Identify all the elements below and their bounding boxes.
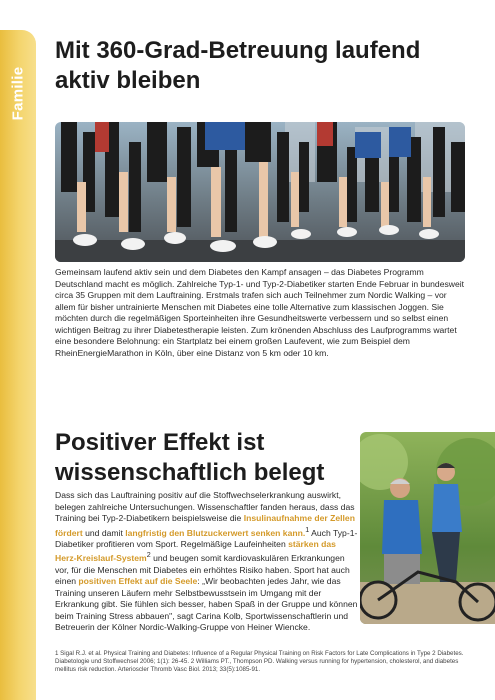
highlight-soul: positiven Effekt auf die Seele — [78, 576, 198, 587]
highlight-insulin: Insulinaufnahme der Zellen fördert — [55, 513, 355, 538]
highlight-heart: stärken das Herz-Kreislauf-System — [55, 538, 336, 564]
highlight-bloodsugar: langfristig den Blutzuckerwert senken kann. — [125, 527, 306, 538]
effect-text-5: : „Wir beobachten jedes Jahr, wie das Training unseren Läufern mehr Selbstbewusstsein im Umgang mit der Erkrankung gibt. Sie fühlen sich besser, haben Spaß in der Gruppe und können beim Training Stress abbauen", sagt Carina Kolb, Sportwissenschaftlerin und Betreuerin der Kölner Nordic-Walking-Gruppe von Heiner Wiencke. — [55, 576, 358, 633]
section-label-text: Familie — [9, 66, 27, 120]
effect-text-1: Dass sich das Lauftraining positiv auf die Stoffwechselerkrankung auswirkt, belegen zahlreiche Untersuchungen. Wissenschaftler fanden heraus, dass das Training bei Typ-2-Diabetikern beispielsweise die — [55, 490, 355, 523]
effect-paragraph — [55, 490, 358, 634]
headline-effect: Positiver Effekt ist wissenschaftlich belegt — [55, 429, 325, 486]
effect-text-4: und beugen somit kardiovaskulären Erkrankungen vor, für die Menschen mit Diabetes ein erhöhtes Risiko haben. Sport hat auch einen — [55, 553, 350, 587]
effect-text-2: und damit — [82, 527, 126, 538]
cyclists-photo — [360, 432, 495, 624]
headline-running: Mit 360-Grad-Betreuung laufend aktiv bleiben — [55, 37, 421, 94]
section-tab — [0, 30, 36, 700]
footnotes: 1 Sigal R.J. et al. Physical Training and Diabetes: Influence of a Regular Physical Training on Risk Factors for Late Complications in Type 2 Diabetes. Diabetologie und Stoffwechsel 2006; 1(1): 26-45. 2 Williams PT., Thompson PD. Walking versus running for hypertension, cholesterol, and diabetes mellitus risk reduction. Arterioscler Thromb Vasc Biol. 2013; 33(5):1085-91. — [55, 650, 464, 673]
intro-text: Gemeinsam laufend aktiv sein und dem Diabetes den Kampf ansagen – das Diabetes Programm Deutschland macht es möglich. Zahlreiche Typ-1- und Typ-2-Diabetiker starten Ende Februar in bundesweit circa 35 Gruppen mit dem Lauftraining. Erstmals trafen sich auch Teilnehmer zum Nordic Walking – vor allem für bisher untrainierte Menschen mit Diabetes eine tolle Alternative zum klassischen Joggen. Sie möchten durch die regelmäßigen Sporteinheiten ihre Gesundheitswerte verbessern und so selbst einen wichtigen Beitrag zu ihrer Diabetestherapie leisten. Zum krönenden Abschluss des Laufprogramms wartet eine besondere Belohnung: ein Startplatz bei einem großen Laufevent, wie zum Beispiel dem RheinEnergieMarathon in Köln, über eine Distanz von 5 km oder 10 km. — [55, 267, 465, 358]
runners-photo — [55, 122, 465, 262]
footnote-ref-2: 2 — [146, 551, 151, 560]
section-label — [5, 58, 31, 128]
footnote-ref-1: 1 — [305, 525, 310, 534]
effect-text-3: Auch Typ-1-Diabetiker profitieren vom Sport. Regelmäßige Laufeinheiten — [55, 527, 358, 549]
intro-paragraph — [55, 267, 467, 359]
